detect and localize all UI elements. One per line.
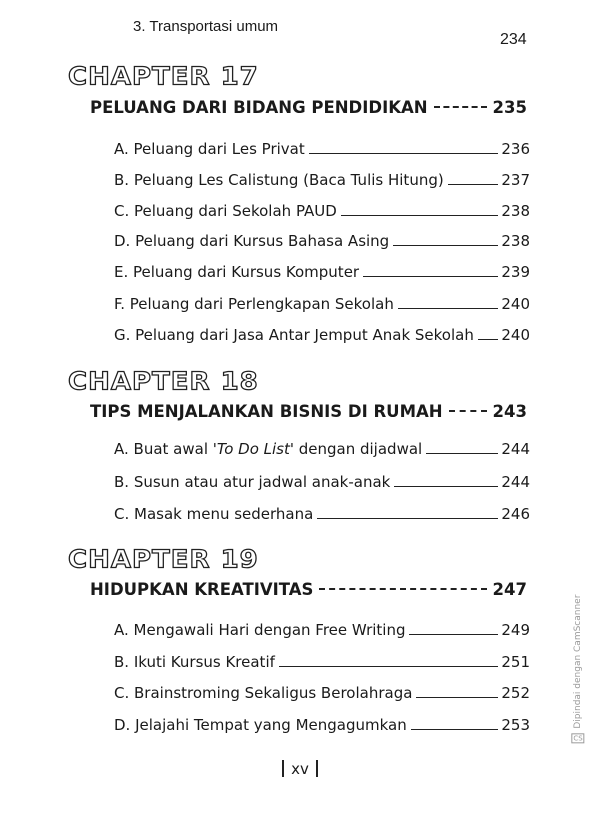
chapter-17-heading: CHAPTER 17 bbox=[68, 62, 259, 92]
toc-entry bbox=[114, 716, 530, 734]
toc-entry-page-number: 253 bbox=[501, 716, 530, 734]
chapter-title: HIDUPKAN KREATIVITAS bbox=[90, 580, 314, 599]
label-prefix: A. Buat awal bbox=[114, 440, 213, 458]
leader-line bbox=[409, 634, 498, 635]
toc-entry-label: B. Peluang Les Calistung (Baca Tulis Hitung) bbox=[114, 171, 444, 189]
chapter-page-number: 247 bbox=[492, 580, 527, 599]
toc-entry-page-number: 234 bbox=[500, 31, 527, 48]
chapter-page-number: 235 bbox=[492, 98, 527, 117]
page-folio bbox=[0, 760, 600, 778]
chapter-19-heading: CHAPTER 19 bbox=[68, 545, 259, 575]
toc-entry-label: A. Peluang dari Les Privat bbox=[114, 140, 305, 158]
dashed-leader bbox=[434, 106, 487, 108]
toc-entry-label: C. Brainstroming Sekaligus Berolahraga bbox=[114, 684, 413, 702]
toc-entry-transportasi-umum: 3. Transportasi umum bbox=[133, 18, 279, 35]
toc-entry-label: D. Jelajahi Tempat yang Mengagumkan bbox=[114, 716, 407, 734]
leader-line bbox=[363, 276, 498, 277]
folio-bar-right bbox=[316, 760, 318, 777]
toc-entry-page-number: 251 bbox=[501, 653, 530, 671]
toc-entry-page-number: 239 bbox=[501, 263, 530, 281]
toc-entry-page-number: 244 bbox=[501, 473, 530, 491]
scanner-watermark bbox=[573, 595, 583, 745]
leader-line bbox=[309, 153, 498, 154]
toc-entry-label: G. Peluang dari Jasa Antar Jemput Anak Sekolah bbox=[114, 326, 474, 344]
chapter-18-title-row bbox=[90, 402, 527, 421]
folio-bar-left bbox=[282, 760, 284, 777]
toc-entry-label: B. Ikuti Kursus Kreatif bbox=[114, 653, 275, 671]
toc-entry bbox=[114, 295, 530, 313]
leader-line bbox=[416, 697, 498, 698]
toc-entry bbox=[114, 202, 530, 220]
leader-line bbox=[398, 308, 498, 309]
leader-line bbox=[411, 729, 498, 730]
toc-entry bbox=[114, 140, 530, 158]
toc-entry-page-number: 238 bbox=[501, 232, 530, 250]
toc-entry bbox=[114, 653, 530, 671]
chapter-title: PELUANG DARI BIDANG PENDIDIKAN bbox=[90, 98, 428, 117]
toc-entry-label: C. Peluang dari Sekolah PAUD bbox=[114, 202, 337, 220]
toc-entry bbox=[114, 621, 530, 639]
leader-line bbox=[393, 245, 498, 246]
toc-entry-label: B. Susun atau atur jadwal anak-anak bbox=[114, 473, 391, 491]
toc-entry-label: E. Peluang dari Kursus Komputer bbox=[114, 263, 360, 281]
toc-entry-label: A. Mengawali Hari dengan Free Writing bbox=[114, 621, 406, 639]
toc-entry-page-number: 249 bbox=[501, 621, 530, 639]
toc-entry bbox=[114, 505, 530, 523]
dashed-leader bbox=[449, 410, 487, 412]
toc-entry bbox=[114, 684, 530, 702]
toc-entry bbox=[114, 326, 530, 344]
toc-entry-label: F. Peluang dari Perlengkapan Sekolah bbox=[114, 295, 394, 313]
toc-entry bbox=[114, 440, 530, 458]
toc-entry-label: C. Masak menu sederhana bbox=[114, 505, 314, 523]
toc-entry bbox=[114, 263, 530, 281]
leader-line bbox=[341, 215, 498, 216]
toc-entry bbox=[114, 232, 530, 250]
chapter-page-number: 243 bbox=[492, 402, 527, 421]
toc-entry-page-number: 246 bbox=[501, 505, 530, 523]
toc-entry bbox=[114, 473, 530, 491]
folio-number: xv bbox=[291, 760, 309, 778]
watermark-text: Dipindai dengan CamScanner bbox=[573, 594, 583, 729]
leader-line bbox=[279, 666, 498, 667]
dashed-leader bbox=[319, 588, 486, 590]
toc-entry-page-number: 236 bbox=[501, 140, 530, 158]
toc-entry-page-number: 240 bbox=[501, 295, 530, 313]
chapter-19-title-row bbox=[90, 580, 527, 599]
camscanner-logo-icon: CS bbox=[573, 734, 583, 743]
leader-line bbox=[426, 453, 498, 454]
toc-entry-label bbox=[114, 440, 422, 458]
chapter-17-title-row bbox=[90, 98, 527, 117]
leader-line bbox=[317, 518, 498, 519]
toc-entry-page-number: 244 bbox=[501, 440, 530, 458]
toc-entry-label: D. Peluang dari Kursus Bahasa Asing bbox=[114, 232, 390, 250]
label-suffix: dengan dijadwal bbox=[293, 440, 423, 458]
leader-line bbox=[448, 184, 498, 185]
chapter-title: TIPS MENJALANKAN BISNIS DI RUMAH bbox=[90, 402, 443, 421]
chapter-18-heading: CHAPTER 18 bbox=[68, 367, 259, 397]
label-italic: 'To Do List' bbox=[212, 440, 294, 458]
toc-entry-page-number: 238 bbox=[501, 202, 530, 220]
toc-entry-page-number: 240 bbox=[501, 326, 530, 344]
toc-entry-page-number: 252 bbox=[501, 684, 530, 702]
leader-line bbox=[478, 339, 498, 340]
leader-line bbox=[394, 486, 498, 487]
toc-entry-page-number: 237 bbox=[501, 171, 530, 189]
toc-entry bbox=[114, 171, 530, 189]
